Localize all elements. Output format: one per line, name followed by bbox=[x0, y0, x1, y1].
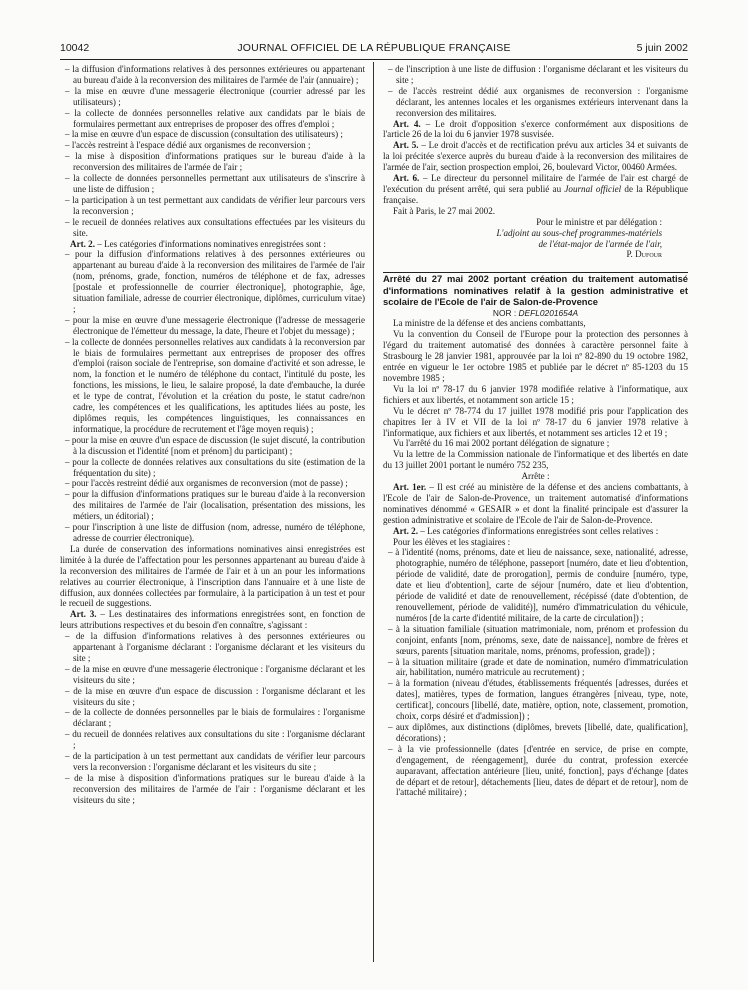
list-purposes bbox=[60, 64, 365, 239]
signature-line: Pour le ministre et par délégation : bbox=[536, 216, 662, 227]
retention-paragraph: La durée de conservation des informations nominatives ainsi enregistrées est limitée à la durée de l'affectation pour les personnes appartenant au bureau d'aide à la reconversion des militaires de l'armée de l'air et à un an pour les informations relatives au courrier électronique, à l'inscription dans l'annuaire et à une liste de diffusion, aux données collectées par formulaire, à la participation à un test et pour le recueil de suggestions. bbox=[60, 543, 365, 609]
list-recipients bbox=[60, 631, 365, 806]
page-number: 10042 bbox=[60, 42, 90, 54]
visas bbox=[383, 318, 688, 471]
visa: Vu l'arrêté du 16 mai 2002 portant délégation de signature ; bbox=[393, 438, 610, 449]
list-item: – le recueil de données relatives aux consultations effectuées par les visiteurs du site. bbox=[65, 216, 365, 238]
list-item: – du recueil de données relatives aux consultations du site : l'organisme déclarant ; bbox=[65, 729, 365, 751]
list-recipients-continued bbox=[383, 64, 688, 119]
article-text: – Il est créé au ministère de la défense et des anciens combattants, à l'Ecole de l'air de Salon-de-Provence, un traitement automatisé d'informations nominatives dénommé « GESAIR » et dont la finalité principale est d'assurer la gestion administrative et scolaire de l'Ecole de l'air de Salon-de-Provence. bbox=[383, 482, 688, 525]
right-column bbox=[383, 64, 688, 798]
list-item: – pour la mise en œuvre d'une messagerie électronique (l'adresse de messagerie électronique de l'émetteur du message, la date, l'heure et l'objet du message) ; bbox=[65, 314, 365, 336]
list-item: – de la participation à un test permettant aux candidats de vérifier leur parcours vers la reconversion : l'organisme déclarant et les visiteurs du site ; bbox=[65, 751, 365, 772]
list-item: – la collecte de données personnelles permettant aux utilisateurs de s'inscrire à une liste de diffusion ; bbox=[65, 173, 365, 194]
signatory-name: P. Dufour bbox=[626, 249, 662, 260]
list-item: – de la mise en œuvre d'une messagerie électronique : l'organisme déclarant et les visiteurs du site ; bbox=[65, 663, 365, 685]
list-item: – de la mise à disposition d'informations pratiques sur le bureau d'aide à la reconversion des militaires de l'armée de l'air : l'organisme déclarant et les visiteurs du site ; bbox=[65, 772, 365, 805]
list-item: – de la mise en œuvre d'un espace de discussion : l'organisme déclarant et les visiteurs du site ; bbox=[65, 685, 365, 707]
article-5 bbox=[383, 140, 688, 173]
article-label: Art. 4. bbox=[393, 118, 421, 129]
nor-label: NOR : bbox=[492, 307, 519, 318]
journal-title: JOURNAL OFFICIEL DE LA RÉPUBLIQUE FRANÇAISE bbox=[237, 42, 511, 54]
list-item: – la participation à un test permettant aux candidats de vérifier leur parcours vers la reconversion ; bbox=[65, 194, 365, 216]
list-categories bbox=[60, 249, 365, 543]
list-item: – aux diplômes, aux distinctions (diplômes, brevets [libellé, date, qualification], décorations) ; bbox=[388, 721, 688, 743]
article-6 bbox=[383, 173, 688, 206]
left-column bbox=[60, 64, 365, 806]
list-item: – à l'identité (noms, prénoms, date et lieu de naissance, sexe, nationalité, adresse, photographie, numéro de téléphone, passeport [numéro, date et lieu d'obtention, période de validité, date de prorogation], permis de conduire [numéro, type, date et lieu d'obtention], carte de séjour [numéro, date et lieu d'obtention, période de validité et date de renouvellement, récépissé (date d'obtention, de renouvellement, période de validité)], numéro d'immatriculation du véhicule, numéros [de la carte d'identité militaire, de la carte de circulation]) ; bbox=[388, 547, 688, 623]
nor-reference bbox=[383, 308, 688, 319]
list-item: – pour la collecte de données relatives aux consultations du site (estimation de la fréquentation du site) ; bbox=[65, 456, 365, 478]
list-item: – à la situation militaire (grade et date de nomination, numéro d'immatriculation air, habilitation, numéro matricule au recrutement) ; bbox=[388, 656, 688, 678]
nor-code: DEFL0201654A bbox=[518, 307, 579, 318]
list-item: – la collecte de données personnelles relative aux candidats par le biais de formulaires permettant aux entreprises de proposer des offres d'emploi ; bbox=[65, 107, 365, 129]
article-label: Art. 6. bbox=[393, 173, 420, 184]
list-item: – la mise en œuvre d'un espace de discussion (consultation des utilisateurs) ; bbox=[65, 129, 343, 140]
list-item: – la mise en œuvre d'une messagerie électronique (courrier adressé par les utilisateurs) ; bbox=[65, 85, 365, 107]
decree-title: Arrêté du 27 mai 2002 portant création du traitement automatisé d'informations nominatives relatif à la gestion administrative et scolaire de l'Ecole de l'air de Salon-de-Provence bbox=[383, 273, 688, 308]
article-label: Art. 2. bbox=[393, 525, 418, 536]
list-item: – pour la diffusion d'informations relatives à des personnes extérieures ou appartenant au bureau d'aide à la reconversion des militaires de l'armée de l'air (nom, prénoms, grade, fonction, numéros de téléphone et de fax, adresses [postale et professionnelle de courrier électronique], photographie, âge, situation familiale, adresse de courrier électronique, diplômes, curriculum vitae) ; bbox=[65, 249, 365, 314]
visa: Vu la lettre de la Commission nationale de l'informatique et des libertés en date du 13 juillet 2001 portant le numéro 752 235, bbox=[383, 449, 688, 471]
article-3 bbox=[60, 609, 365, 631]
article-2 bbox=[60, 239, 365, 250]
article-label: Art. 3. bbox=[70, 609, 97, 620]
journal-name: Journal officiel bbox=[564, 183, 622, 194]
issue-date: 5 juin 2002 bbox=[636, 42, 688, 54]
list-item: – à la formation (niveau d'études, établissements fréquentés [adresses, durées et dates], matières, types de formation, langues étrangères [niveau, type, note, certificat], concours [libellé, date, matière, option, note, classement, promotion, choix, corps désiré et d'admission]) ; bbox=[388, 678, 688, 722]
list-item: – de la diffusion d'informations relatives à des personnes extérieures ou appartenant à l'organisme déclarant : l'organisme déclarant et les visiteurs du site ; bbox=[65, 631, 365, 663]
visa: Vu la convention du Conseil de l'Europe pour la protection des personnes à l'égard du traitement automatisé des données à caractère personnel faite à Strasbourg le 28 janvier 1981, approuvée par la loi nº 82-890 du 19 octobre 1982, entrée en vigueur le 1er octobre 1985 et publiée par le décret nº 85-1203 du 15 novembre 1985 ; bbox=[383, 329, 688, 383]
article-text: de la République française. bbox=[383, 183, 688, 205]
visa: Vu la loi nº 78-17 du 6 janvier 1978 modifiée relative à l'informatique, aux fichiers et aux libertés, et notamment son article 15 ; bbox=[383, 383, 688, 405]
list-item: – pour la diffusion d'informations pratiques sur le bureau d'aide à la reconversion des militaires de l'armée de l'air (localisation, présentation des missions, les métiers, un éditorial) ; bbox=[65, 489, 365, 522]
list-item: – à la vie professionnelle (dates [d'entrée en service, de prise en compte, d'engagement, de réengagement], durée du contrat, profession exercée auparavant, affectation antérieure [lieu, unité, fonction], pays d'échange [dates de départ et de retour], détachements [lieu, dates de départ et de retour], nom de l'attaché militaire) ; bbox=[388, 743, 688, 798]
article-text: – Le droit d'opposition s'exerce conformément aux dispositions de l'article 26 de la loi du 6 janvier 1978 susvisée. bbox=[383, 118, 688, 140]
list-item: – de la collecte de données personnelles par le biais de formulaires : l'organisme déclarant ; bbox=[65, 707, 365, 729]
column-divider bbox=[373, 62, 374, 962]
list-item: – de l'accès restreint dédié aux organismes de reconversion : l'organisme déclarant, les antennes locales et les organismes extérieurs intervenant dans la reconversion des militaires. bbox=[388, 85, 688, 118]
done-at: Fait à Paris, le 27 mai 2002. bbox=[393, 205, 496, 216]
signature-title: L'adjoint au sous-chef programmes-matériels bbox=[496, 227, 662, 238]
article-text: – Les destinataires des informations enregistrées sont, en fonction de leurs attributions respectives et du besoin d'en connaître, s'agissant : bbox=[60, 609, 366, 631]
article-label: Art. 1er. bbox=[393, 482, 427, 493]
list-item: – la diffusion d'informations relatives à des personnes extérieures ou appartenant au bureau d'aide à la reconversion des militaires de l'armée de l'air (annuaire) ; bbox=[65, 64, 365, 85]
list-item: – pour la mise en œuvre d'un espace de discussion (le sujet discuté, la contribution à la discussion et l'identité [nom et prénom] du participant) ; bbox=[65, 434, 365, 456]
page-header bbox=[60, 42, 688, 56]
list-student-data bbox=[383, 547, 688, 798]
list-item: – pour l'accès restreint dédié aux organismes de reconversion (mot de passe) ; bbox=[65, 478, 348, 489]
list-item: – l'accès restreint à l'espace dédié aux organismes de reconversion ; bbox=[65, 140, 311, 151]
article-4 bbox=[383, 119, 688, 141]
article-text: – Le droit d'accès et de rectification prévu aux articles 34 et suivants de la loi précitée s'exerce auprès du bureau d'aide à la reconversion des militaires de l'armée de l'air, section prospection emploi, 26, boulevard Victor, 00460 Armées. bbox=[383, 140, 689, 173]
article-1 bbox=[383, 482, 688, 526]
arrete-heading: Arrête : bbox=[521, 471, 550, 482]
article-2-gesair bbox=[383, 526, 688, 537]
signature-title: de l'état-major de l'armée de l'air, bbox=[538, 238, 662, 249]
list-item: – la mise à disposition d'informations pratiques sur le bureau d'aide à la reconversion des militaires de l'armée de l'air ; bbox=[65, 151, 365, 173]
list-item: – la collecte de données personnelles relatives aux candidats à la reconversion par le biais de formulaires permettant aux entreprises de proposer des offres d'emploi (raison sociale de l'entreprise, son domaine d'activité et son adresse, le nom, la fonction et le numéro de téléphone du contact, l'intitulé du poste, les fonctions, les missions, le lieu, le salaire proposé, la date d'embauche, la durée et le type de contrat, l'évolution et la création du poste, le statut cadre/non cadre, les compétences et les qualifications, les aptitudes liées au poste, les diplômes requis, les compétences linguistiques, les connaissances en informatique, la procédure de recrutement et l'âge moyen requis) ; bbox=[65, 336, 365, 434]
article-text: – Le directeur du personnel militaire de l'armée de l'air est chargé de l'exécution du présent arrêté, qui sera publié au bbox=[383, 173, 689, 194]
article-label: Art. 5. bbox=[393, 140, 419, 151]
list-item: – de l'inscription à une liste de diffusion : l'organisme déclarant et les visiteurs du site ; bbox=[388, 64, 688, 85]
article-text: – Les catégories d'informations nominatives enregistrées sont : bbox=[95, 238, 326, 249]
list-item: – pour l'inscription à une liste de diffusion (nom, adresse, numéro de téléphone, adresse de courrier électronique). bbox=[65, 522, 365, 543]
visa: Vu le décret nº 78-774 du 17 juillet 1978 modifié pris pour l'application des chapitres Ier à IV et VII de la loi nº 78-17 du 6 janvier 1978 relative à l'informatique, aux fichiers et aux libertés, et notamment ses articles 12 et 19 ; bbox=[383, 405, 688, 438]
header-rule bbox=[60, 59, 688, 60]
visa: La ministre de la défense et des anciens combattants, bbox=[393, 318, 586, 329]
list-item: – à la situation familiale (situation matrimoniale, nom, prénom et profession du conjoint, enfants [nom, prénoms, sexe, date de naissance], nombre de frères et sœurs, parents [situation maritale, noms, prénoms, profession, grade]) ; bbox=[388, 623, 688, 656]
students-heading: Pour les élèves et les stagiaires : bbox=[393, 536, 511, 547]
article-label: Art. 2. bbox=[70, 238, 95, 249]
article-text: – Les catégories d'informations enregistrées sont celles relatives : bbox=[418, 525, 659, 536]
